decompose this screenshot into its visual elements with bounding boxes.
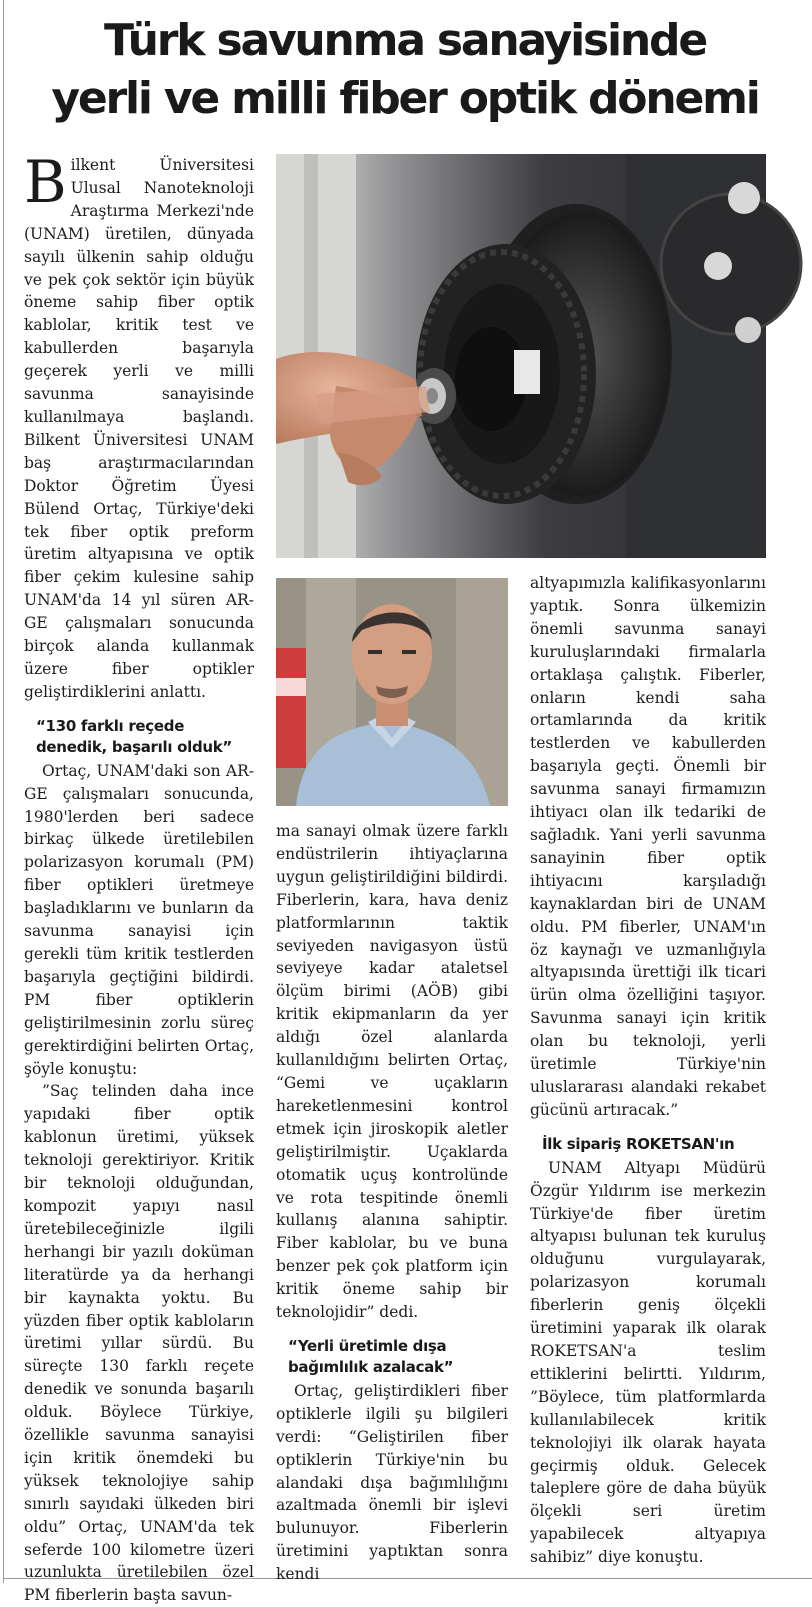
body-paragraph: Ortaç, UNAM'daki son AR-GE çalışmaları sonucunda, 1980'lerden beri sadece birkaç ülkede üretilebilen polarizasyon korumalı (PM) fiber optikleri üretmeye başladıklarını ve bunların da savunma sanayisi için gerekli tüm kritik testlerden başarıyla geçtiğini bildirdi. PM fiber optiklerin geliştirilmesinin zorlu süreç gerektirdiğini belirten Ortaç, şöyle konuştu: — [24, 761, 254, 1078]
subhead-130-recete — [36, 716, 254, 758]
subhead-2-line-2: bağımlılık azalacak” — [288, 1357, 454, 1376]
column-1 — [24, 148, 254, 1605]
body-paragraph: Ortaç, geliştirdikleri fiber optiklerle ilgili şu bilgileri verdi: “Geliştirilen fiber optiklerin Türkiye'nin bu alandaki dışa bağımlılığını azaltmada önemli bir işlevi bulunuyor. Fiberlerin üretimini yaptıktan sonra kendi — [276, 1381, 508, 1584]
quote-paragraph: ”Saç telinden daha ince yapıdaki fiber optik kablonun üretimi, yüksek teknoloji gerektiriyor. Kritik bir teknoloji olduğundan, kompozit yapıyı nasıl üretebileceğinizle ilgili herhangi bir yazılı doküman literatürde ya da herhangi bir kaynakta yoktu. Bu yüzden fiber optik kabloların üretimi yıllar sürdü. Bu süreçte 130 farklı reçete denedik ve sonunda başarılı olduk. Böylece Türkiye, özellikle savunma sanayisi için kritik önemdeki bu yüksek teknolojiye sahip sınırlı sayıdaki ülkeden biri oldu” Ortaç, UNAM'da tek seferde 100 kilometre üzeri uzunlukta üretilebilen özel PM fiberlerin başta savun- — [24, 1082, 254, 1605]
subhead-1-line-2: denedik, başarılı olduk” — [36, 737, 232, 756]
subhead-1-line-1: “130 farklı reçede — [36, 716, 185, 735]
lead-text: ilkent Üniversitesi Ulusal Nanoteknoloji Araştırma Merkezi'nde (UNAM) üretilen, dünyada sayılı ülkenin sahip olduğu ve pek çok sektör için büyük öneme sahip fiber optik kablolar, kritik test ve kabullerden başarıyla geçerek yerli ve milli savunma sanayisinde kullanılmaya başlandı. Bilkent Üniversitesi UNAM baş araştırmacılarından Doktor Öğretim Üyesi Bülend Ortaç, Türkiye'deki tek fiber optik preform üretim altyapısına ve optik fiber çekim kulesine sahip UNAM'da 14 yıl süren AR-GE çalışmaları sonucunda birçok alanda kullanmak üzere fiber optikler geliştirdiklerini anlattı. — [24, 156, 254, 701]
body-paragraph: UNAM Altyapı Müdürü Özgür Yıldırım ise merkezin Türkiye'de fiber üretim altyapısı bulunan tek kuruluş olduğunu vurgulayarak, polarizasyon korumalı fiberlerin geniş ölçekli üretimini yaparak ilk olarak ROKETSAN'a teslim ettiklerini belirtti. Yıldırım, ”Böylece, tüm platformlarda kullanılabilecek kritik teknolojiyi ilk olarak hayata geçirmiş olduk. Gelecek taleplere göre de daha büyük ölçekli seri üretim yapabilecek altyapıya sahibiz” diye konuştu. — [530, 1158, 766, 1567]
portrait-photo — [276, 578, 508, 806]
headline-line-1: Türk savunma sanayisinde — [104, 15, 706, 66]
lead-paragraph — [24, 148, 254, 704]
headline — [10, 12, 800, 128]
column-2 — [276, 820, 508, 1584]
subhead-2-line-1: “Yerli üretimle dışa — [288, 1336, 447, 1355]
fiber-spool-photo — [276, 154, 766, 558]
column-3 — [530, 572, 766, 1574]
subhead-yerli-uretim — [288, 1336, 508, 1378]
drop-cap: B — [24, 148, 67, 216]
headline-line-2: yerli ve milli fiber optik dönemi — [51, 73, 759, 124]
subhead-ilk-siparis: İlk sipariş ROKETSAN'ın — [542, 1134, 735, 1153]
fiber-spool-illustration — [276, 154, 766, 558]
body-paragraph: altyapımızla kalifikasyonlarını yaptık. Sonra ülkemizin önemli savunma sanayi kuruluşlarındaki firmalarla ortaklaşa çalıştık. Fiberler, onların kendi saha ortamlarında da kritik testlerden ve kabullerden başarıyla geçti. Önemli bir savunma sanayi firmamızın ihtiyacı olan ilk tedariki de sağladık. Yani yerli savunma sanayinin fiber optik ihtiyacını karşıladığı kaynaklardan biri de UNAM oldu. PM fiberler, UNAM'ın öz kaynağı ve uzmanlığıyla altyapısında ürettiği ilk ticari ürün olma özelliğini taşıyor. Savunma sanayi için kritik olan bu teknoloji, yerli üretimle Türkiye'nin uluslararası alandaki rekabet gücünü artıracak.” — [530, 574, 766, 1119]
body-paragraph: ma sanayi olmak üzere farklı endüstrilerin ihtiyaçlarına uygun geliştirildiğini bildirdi. Fiberlerin, kara, hava deniz platformlarının taktik seviyeden navigasyon üstü seviyeye kadar ataletsel ölçüm birimi (AÖB) gibi kritik ekipmanların da yer aldığı özel alanlarda kullanıldığını belirten Ortaç, “Gemi ve uçakların hareketlenmesini kontrol etmek için jiroskopik aletler geliştirilmiştir. Uçaklarda otomatik uçuş kontrolünde ve rota tespitinde önemli kullanış alanına sahiptir. Fiber kablolar, bu ve buna benzer pek çok platform için kritik öneme sahip bir teknolojidir” dedi. — [276, 822, 508, 1322]
column-rule — [3, 0, 4, 1583]
portrait-illustration — [276, 578, 508, 806]
